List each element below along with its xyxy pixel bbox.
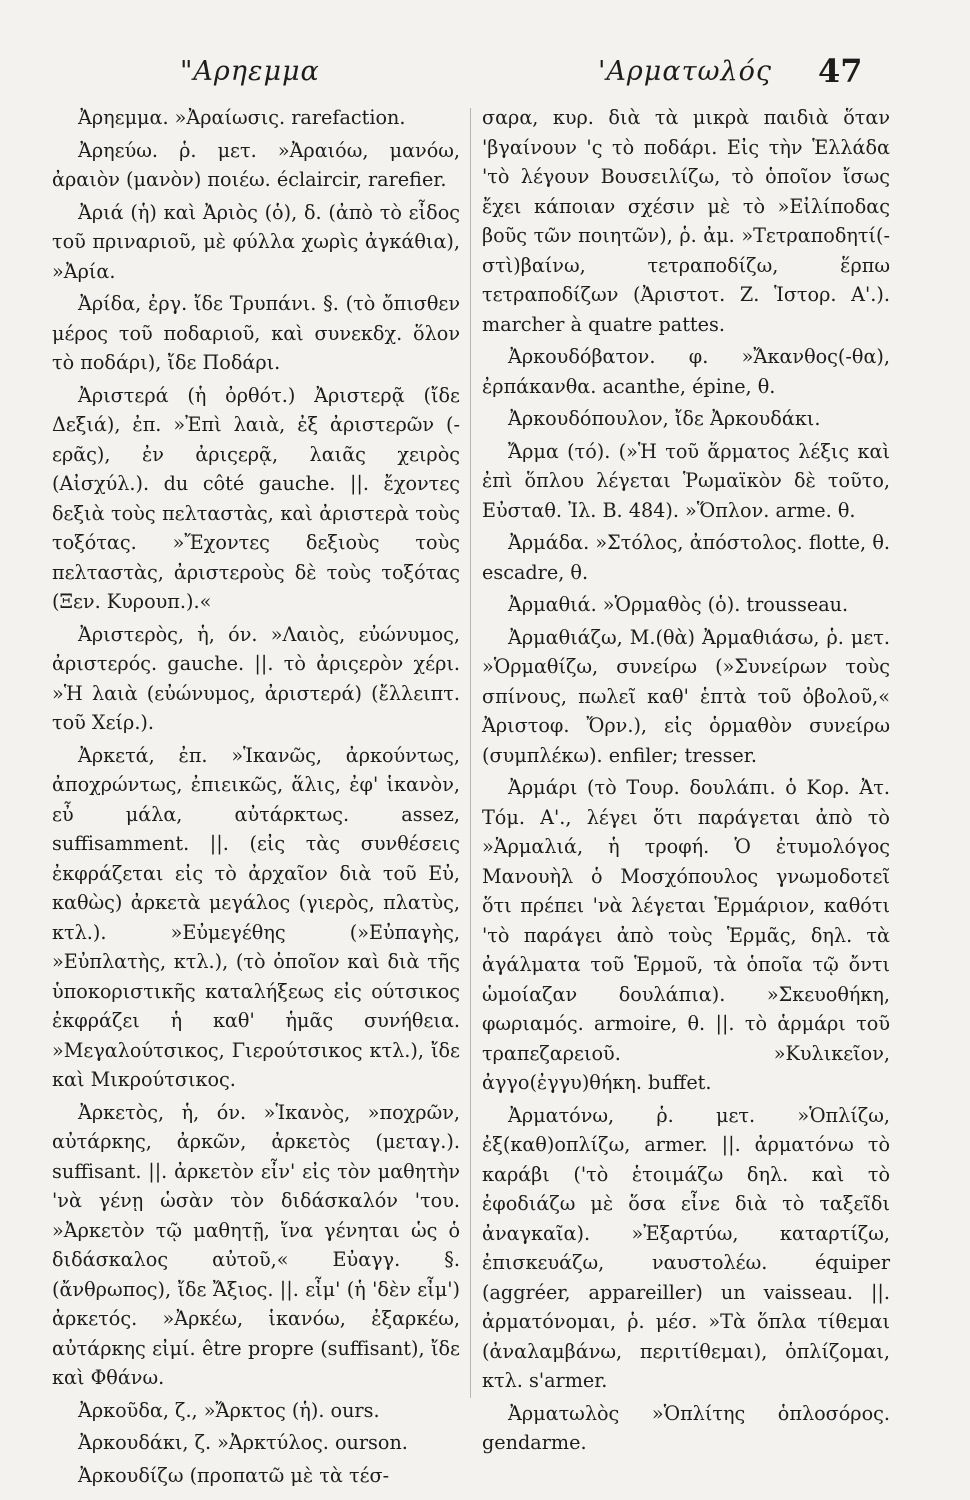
- dictionary-entry: Ἀρκετὸς, ἡ, όν. »Ἱκανὸς, »ποχρῶν, αὐτάρκης, ἀρκῶν, ἀρκετὸς (μεταγ.). suffisant. ||. ἀρκετὸν εἶν' εἰς τὸν μαθητὴν 'νὰ γένῃ ὡσὰν τὸν διδάσκαλόν 'του. »Ἀρκετὸν τῷ μαθητῇ, ἵνα γένηται ὡς ὁ διδάσκαλος αὐτοῦ,« Εὐαγγ. §. (ἄνθρωπος), ἴδε Ἄξιος. ||. εἶμ' (ἡ 'δὲν εἶμ') ἀρκετός. »Ἀρκέω, ἱκανόω, ἐξαρκέω, αὐτάρκης εἰμί. être propre (suffisant), ἴδε καὶ Φθάνω.: [52, 1100, 460, 1389]
- dictionary-entry: Ἀρίδα, ἐργ. ἴδε Τρυπάνι. §. (τὸ ὄπισθεν μέρος τοῦ ποδαριοῦ, καὶ συνεκδχ. ὅλον τὸ ποδάρι), ἴδε Ποδάρι.: [52, 292, 460, 374]
- page-header: [0, 48, 970, 98]
- left-column: [52, 103, 460, 1493]
- dictionary-entry: Ἀρματόνω, ῥ. μετ. »Ὁπλίζω, ἐξ(καθ)οπλίζω, armer. ||. ἀρματόνω τὸ καράβι ('τὸ ἑτοιμάζω δηλ. καὶ τὸ ἐφοδιάζω μὲ ὅσα εἶνε διὰ τὸ ταξεῖδι ἀναγκαῖα). »Ἐξαρτύω, καταρτίζω, ἐπισκευάζω, ναυστολέω. équiper (aggréer, appareiller) un vaisseau. ||. ἀρματόνομαι, ῥ. μέσ. »Τὰ ὅπλα τίθεμαι (ἀναλαμβάνω, περιτίθεμαι), ὁπλίζομαι, κτλ. s'armer.: [482, 1103, 890, 1392]
- dictionary-entry: Ἀρμάδα. »Στόλος, ἀπόστολος. flotte, θ. escadre, θ.: [482, 531, 890, 584]
- dictionary-entry: Ἄρμα (τό). (»Ἡ τοῦ ἅρματος λέξις καὶ ἐπὶ ὅπλου λέγεται Ῥωμαϊκὸν δὲ τοῦτο, Εὐσταθ. Ἰλ. Β. 484). »Ὅπλον. arme. θ.: [482, 439, 890, 522]
- dictionary-entry: Ἀριά (ἡ) καὶ Ἀριὸς (ὁ), δ. (ἀπὸ τὸ εἶδος τοῦ πριναριοῦ, μὲ φύλλα χωρὶς ἀγκάθια), »Ἀρία.: [52, 200, 460, 283]
- dictionary-entry: Ἀριστερά (ἡ ὀρθότ.) Ἀριστερᾷ (ἴδε Δεξιά), ἐπ. »Ἐπὶ λαιὰ, ἐξ ἀριστερῶν (-ερᾶς), ἐν ἀριςερᾷ, λαιᾶς χειρὸς (Αἰσχύλ.). du côté gauche. ||. ἔχοντες δεξιὰ τοὺς πελταστὰς, καὶ ἀριστερὰ τοὺς τοξότας. »Ἔχοντες δεξιοὺς τοὺς πελταστὰς, ἀριστεροὺς δὲ τοὺς τοξότας (Ξεν. Κυρουπ.).«: [52, 383, 460, 613]
- dictionary-entry: Ἀρηεμμα. »Ἀραίωσις. rarefaction.: [78, 106, 406, 129]
- column-divider: [470, 108, 471, 1398]
- dictionary-entry: Ἀρκουδόπουλον, ἴδε Ἀρκουδάκι.: [508, 407, 821, 430]
- dictionary-entry: Ἀρκουδόβατον. φ. »Ἄκανθος(-θα), ἐρπάκανθα. acanthe, épine, θ.: [482, 345, 890, 398]
- header-last-word: 'Αρματωλός: [598, 56, 773, 87]
- dictionary-entry: Ἀρηεύω. ῥ. μετ. »Ἀραιόω, μανόω, ἀραιὸν (μανὸν) ποιέω. éclaircir, rarefier.: [52, 138, 460, 191]
- dictionary-entry-continued: σαρα, κυρ. διὰ τὰ μικρὰ παιδιὰ ὅταν 'βγαίνουν 'ς τὸ ποδάρι. Εἰς τὴν Ἑλλάδα 'τὸ λέγουν Βουσειλίζω, τὸ ὁποῖον ἴσως ἔχει κάποιαν σχέσιν μὲ τὸ »Εἰλίποδας βοῦς τῶν ποιητῶν), ῥ. ἀμ. »Τετραποδητί(-στὶ)βαίνω, τετραποδίζω, ἕρπω τετραποδίζων (Ἀριστοτ. Ζ. Ἱστορ. Α'.). marcher à quatre pattes.: [482, 106, 890, 336]
- right-column: [482, 103, 890, 1461]
- header-first-word: "Αρηεμμα: [180, 56, 320, 87]
- dictionary-entry: Ἀρμαθιά. »Ὁρμαθὸς (ὁ). trousseau.: [508, 593, 849, 616]
- page-number: 47: [818, 52, 863, 90]
- dictionary-entry: Ἀρκουδάκι, ζ. »Ἀρκτύλος. ourson.: [78, 1431, 408, 1454]
- dictionary-entry: Ἀρματωλὸς »Ὁπλίτης ὁπλοσόρος. gendarme.: [482, 1401, 890, 1454]
- dictionary-entry: Ἀρμάρι (τὸ Τουρ. δουλάπι. ὁ Κορ. Ἀτ. Τόμ. Α'., λέγει ὅτι παράγεται ἀπὸ τὸ »Ἁρμαλιά, ἡ τροφή. Ὁ ἐτυμολόγος Μανουὴλ ὁ Μοσχόπουλος γνωμοδοτεῖ ὅτι πρέπει 'νὰ λέγεται Ἑρμάριον, καθότι 'τὸ παράγει ἀπὸ τοὺς Ἑρμᾶς, δηλ. τὰ ἀγάλματα τοῦ Ἑρμοῦ, τὰ ὁποῖα τῷ ὄντι ὡμοίαζαν δουλάπια). »Σκευοθήκη, φωριαμός. armoire, θ. ||. τὸ ἁρμάρι τοῦ τραπεζαρειοῦ. »Κυλικεῖον, ἀγγο(ἐγγυ)θήκη. buffet.: [482, 776, 890, 1094]
- dictionary-entry: Ἀρκουδίζω (προπατῶ μὲ τὰ τέσ-: [78, 1463, 390, 1487]
- dictionary-entry: Ἀριστερὸς, ἡ, όν. »Λαιὸς, εὐώνυμος, ἀριστερός. gauche. ||. τὸ ἀριςερὸν χέρι. »Ἡ λαιὰ (εὐώνυμος, ἀριστερά) (ἔλλειπτ. τοῦ Χείρ.).: [52, 622, 460, 734]
- dictionary-entry: Ἀρμαθιάζω, Μ.(θὰ) Ἀρμαθιάσω, ῥ. μετ. »Ὁρμαθίζω, συνείρω (»Συνείρων τοὺς σπίνους, πωλεῖ καθ' ἑπτὰ τοῦ ὀβολοῦ,« Ἀριστοφ. Ὄρν.), εἰς ὁρμαθὸν συνείρω (συμπλέκω). enfiler; tresser.: [482, 625, 890, 767]
- dictionary-entry: Ἀρκετά, ἐπ. »Ἱκανῶς, ἀρκούντως, ἀποχρώντως, ἐπιεικῶς, ἅλις, ἐφ' ἱκανὸν, εὖ μάλα, αὐτάρκτως. assez, suffisamment. ||. (εἰς τὰς συνθέσεις ἐκφράζεται εἰς τὸ ἀρχαῖον διὰ τοῦ Εὐ, καθὼς) ἀρκετὰ μεγάλος (γιερὸς, πλατὺς, κτλ.). »Εὐμεγέθης (»Εὐπαγὴς, »Εὐπλατὴς, κτλ.), (τὸ ὁποῖον καὶ διὰ τῆς ὑποκοριστικῆς καταλήξεως εἰς ούτσικος ἐκφράζει ἡ καθ' ἡμᾶς συνήθεια. »Μεγαλούτσικος, Γιερούτσικος κτλ.), ἴδε καὶ Μικρούτσικος.: [52, 743, 460, 1091]
- dictionary-entry: Ἀρκοῦδα, ζ., »Ἄρκτος (ἡ). ours.: [78, 1398, 380, 1422]
